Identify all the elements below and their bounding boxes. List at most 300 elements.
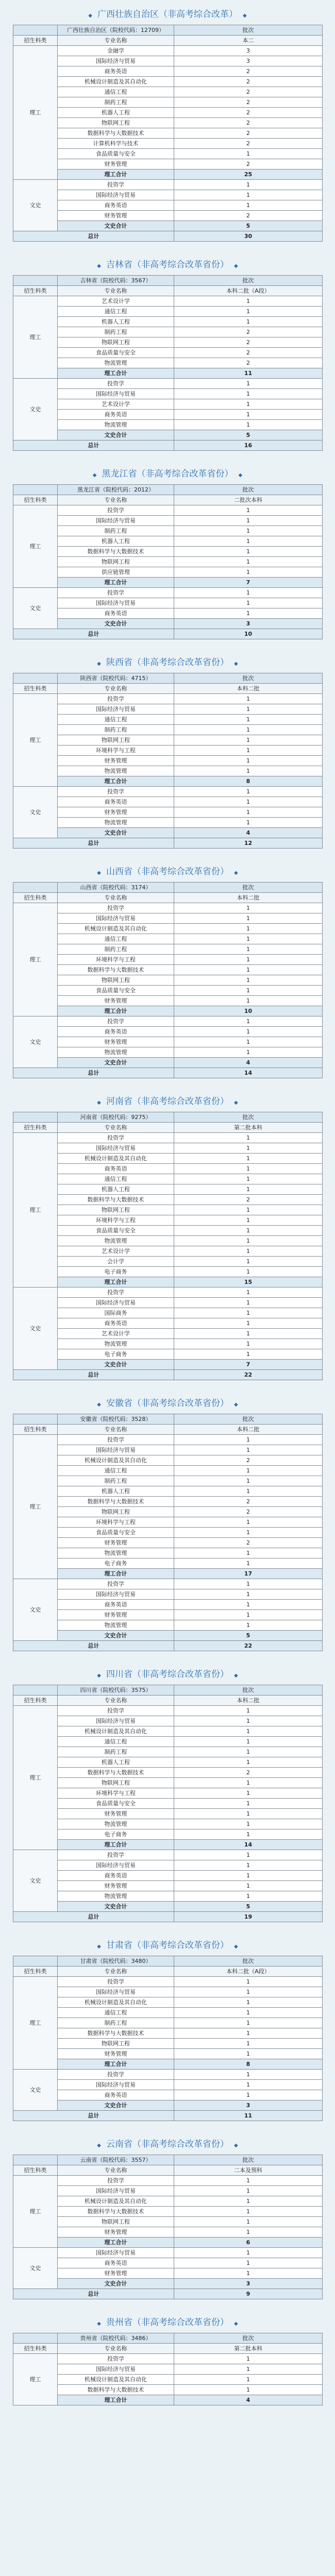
plan-count: 1 — [174, 379, 323, 389]
plan-count: 1 — [174, 317, 323, 327]
major-name: 物流管理 — [58, 1339, 174, 1349]
table-row — [13, 1528, 323, 1538]
plan-count: 1 — [174, 1329, 323, 1339]
plan-count: 1 — [174, 2176, 323, 2186]
table-row — [13, 2248, 323, 2258]
major-name: 国际经济与贸易 — [58, 598, 174, 608]
header-major: 专业名称 — [58, 1123, 174, 1133]
plan-count: 1 — [174, 1047, 323, 1058]
major-name: 数据科学与大数据技术 — [58, 2207, 174, 2217]
section-title — [13, 2134, 322, 2155]
section-title — [13, 255, 322, 275]
batch-value: 第二批本科 — [174, 1123, 323, 1133]
plan-count: 1 — [174, 200, 323, 211]
arts-subtotal-label: 文史合计 — [58, 1902, 174, 1912]
table-row — [13, 1298, 323, 1308]
batch-value: 二批次本科 — [174, 495, 323, 505]
header-row — [13, 36, 323, 46]
table-row — [13, 1778, 323, 1788]
table-row — [13, 2217, 323, 2227]
table-row — [13, 1329, 323, 1339]
plan-count: 1 — [174, 526, 323, 536]
major-name: 国际经济与贸易 — [58, 1860, 174, 1871]
plan-count: 1 — [174, 704, 323, 715]
major-name: 通信工程 — [58, 934, 174, 944]
major-name: 食品质量与安全 — [58, 1528, 174, 1538]
major-name: 环境科学与工程 — [58, 1215, 174, 1226]
table-row — [13, 118, 323, 128]
batch-value: 二本及预科 — [174, 2165, 323, 2176]
table-row — [13, 1548, 323, 1558]
plan-table — [13, 1112, 323, 1380]
plan-count: 2 — [174, 66, 323, 77]
major-name: 物联网工程 — [58, 557, 174, 567]
table-row — [13, 1788, 323, 1799]
major-name: 机器人工程 — [58, 1757, 174, 1768]
plan-count: 1 — [174, 389, 323, 399]
table-row — [13, 1267, 323, 1277]
major-name: 财务管理 — [58, 2049, 174, 2059]
province-row — [13, 2333, 323, 2344]
subtotal-row — [13, 578, 323, 588]
diamond-icon: ◆ — [97, 1944, 101, 1950]
plan-count: 2 — [174, 108, 323, 118]
table-row — [13, 1287, 323, 1298]
plan-count: 1 — [174, 1600, 323, 1610]
batch-label: 批次 — [174, 276, 323, 286]
batch-label: 批次 — [174, 883, 323, 893]
plan-count: 2 — [174, 1507, 323, 1517]
table-row — [13, 1610, 323, 1620]
major-name: 食品质量与安全 — [58, 1226, 174, 1236]
province-section — [13, 255, 322, 451]
subtotal-row — [13, 1569, 323, 1579]
table-row — [13, 547, 323, 557]
table-row — [13, 1987, 323, 1997]
plan-count: 1 — [174, 1267, 323, 1277]
plan-table — [13, 1685, 323, 1922]
major-name: 通信工程 — [58, 307, 174, 317]
arts-subtotal-label: 文史合计 — [58, 1058, 174, 1068]
batch-label: 批次 — [174, 25, 323, 36]
table-row — [13, 1435, 323, 1445]
plan-count: 1 — [174, 1809, 323, 1819]
plan-table — [13, 25, 323, 242]
table-row — [13, 56, 323, 66]
plan-count: 1 — [174, 399, 323, 410]
major-name: 商务英语 — [58, 608, 174, 619]
plan-count: 1 — [174, 1757, 323, 1768]
plan-count: 1 — [174, 756, 323, 766]
plan-count: 1 — [174, 1819, 323, 1829]
group-science: 理工 — [13, 2354, 58, 2405]
table-row — [13, 608, 323, 619]
table-row — [13, 200, 323, 211]
plan-count: 2 — [174, 1195, 323, 1205]
header-category: 招生科类 — [13, 2165, 58, 2176]
batch-value: 本科二批（A段） — [174, 286, 323, 296]
plan-count: 2 — [174, 327, 323, 337]
grand-total-label: 总计 — [13, 2289, 174, 2299]
major-name: 食品质量与安全 — [58, 348, 174, 358]
province-section — [13, 464, 322, 639]
table-row — [13, 526, 323, 536]
section-title — [13, 652, 322, 673]
grand-total-value: 22 — [174, 1370, 323, 1380]
plan-count: 1 — [174, 1016, 323, 1027]
plan-count: 1 — [174, 1205, 323, 1215]
section-title — [13, 4, 322, 25]
header-row — [13, 1123, 323, 1133]
table-row — [13, 1184, 323, 1195]
plan-count: 1 — [174, 410, 323, 420]
table-row — [13, 1850, 323, 1860]
table-row — [13, 2375, 323, 2385]
plan-count: 2 — [174, 1455, 323, 1466]
table-row — [13, 1205, 323, 1215]
group-science: 理工 — [13, 505, 58, 588]
subtotal-row — [13, 2100, 323, 2111]
plan-count: 1 — [174, 2268, 323, 2279]
province-row — [13, 883, 323, 893]
table-row — [13, 1246, 323, 1257]
major-name: 商务英语 — [58, 1600, 174, 1610]
plan-count: 1 — [174, 2090, 323, 2100]
major-name: 通信工程 — [58, 1174, 174, 1184]
header-major: 专业名称 — [58, 1696, 174, 1706]
province-name: 吉林省（院校代码：3567） — [58, 276, 174, 286]
table-row — [13, 536, 323, 547]
plan-count: 1 — [174, 2385, 323, 2395]
subtotal-row — [13, 2238, 323, 2248]
major-name: 艺术设计学 — [58, 1246, 174, 1257]
major-name: 投资学 — [58, 1016, 174, 1027]
group-arts: 文史 — [13, 1016, 58, 1068]
plan-count: 1 — [174, 1154, 323, 1164]
plan-table — [13, 882, 323, 1078]
plan-table — [13, 1414, 323, 1651]
province-blank — [13, 1112, 58, 1123]
major-name: 制药工程 — [58, 327, 174, 337]
plan-count: 1 — [174, 1318, 323, 1329]
major-name: 机械设计制造及其自动化 — [58, 77, 174, 87]
arts-subtotal-value: 3 — [174, 2279, 323, 2289]
science-subtotal-label: 理工合计 — [58, 1569, 174, 1579]
total-row — [13, 231, 323, 242]
table-row — [13, 807, 323, 818]
table-row — [13, 715, 323, 725]
table-row — [13, 588, 323, 598]
plan-count: 1 — [174, 818, 323, 828]
table-row — [13, 2364, 323, 2375]
major-name: 国际经济与贸易 — [58, 2080, 174, 2090]
plan-count: 2 — [174, 337, 323, 348]
plan-count: 1 — [174, 1246, 323, 1257]
major-name: 制药工程 — [58, 97, 174, 108]
plan-count: 1 — [174, 1445, 323, 1455]
table-row — [13, 128, 323, 139]
plan-count: 1 — [174, 1799, 323, 1809]
table-row — [13, 1589, 323, 1600]
header-row — [13, 1425, 323, 1435]
plan-count: 1 — [174, 1486, 323, 1497]
plan-count: 1 — [174, 787, 323, 797]
plan-count: 1 — [174, 2080, 323, 2090]
plan-count: 2 — [174, 77, 323, 87]
plan-count: 1 — [174, 2039, 323, 2049]
diamond-icon: ◆ — [234, 870, 238, 876]
header-major: 专业名称 — [58, 684, 174, 694]
plan-count: 1 — [174, 1027, 323, 1037]
major-name: 投资学 — [58, 588, 174, 598]
major-name: 财务管理 — [58, 2227, 174, 2238]
diamond-icon: ◆ — [97, 661, 101, 667]
subtotal-row — [13, 1277, 323, 1287]
batch-value: 第二批本科 — [174, 2344, 323, 2354]
plan-count: 1 — [174, 557, 323, 567]
table-row — [13, 2008, 323, 2018]
major-name: 国际经济与贸易 — [58, 1143, 174, 1154]
table-row — [13, 1600, 323, 1610]
grand-total-value: 14 — [174, 1068, 323, 1078]
plan-count: 1 — [174, 1987, 323, 1997]
table-row — [13, 180, 323, 190]
major-name: 会计学 — [58, 1257, 174, 1267]
table-row — [13, 1829, 323, 1840]
plan-count: 1 — [174, 1881, 323, 1891]
plan-count: 1 — [174, 934, 323, 944]
plan-count: 1 — [174, 608, 323, 619]
plan-count: 1 — [174, 1548, 323, 1558]
table-row — [13, 2176, 323, 2186]
plan-count: 1 — [174, 766, 323, 776]
section-title — [13, 861, 322, 882]
plan-count: 2 — [174, 1768, 323, 1778]
table-row — [13, 1164, 323, 1174]
table-row — [13, 2258, 323, 2268]
major-name: 艺术设计学 — [58, 296, 174, 307]
table-row — [13, 1620, 323, 1631]
group-science: 理工 — [13, 1706, 58, 1850]
major-name: 物流管理 — [58, 818, 174, 828]
table-row — [13, 2268, 323, 2279]
major-name: 物联网工程 — [58, 975, 174, 986]
subtotal-row — [13, 221, 323, 231]
plan-count: 1 — [174, 1349, 323, 1360]
plan-count: 1 — [174, 2008, 323, 2018]
header-category: 招生科类 — [13, 1123, 58, 1133]
batch-label: 批次 — [174, 1956, 323, 1967]
major-name: 物流管理 — [58, 1236, 174, 1246]
table-row — [13, 46, 323, 56]
table-row — [13, 2090, 323, 2100]
table-row — [13, 2227, 323, 2238]
plan-count: 1 — [174, 2258, 323, 2268]
major-name: 财务管理 — [58, 211, 174, 221]
table-row — [13, 2207, 323, 2217]
plan-count: 2 — [174, 1497, 323, 1507]
group-arts: 文史 — [13, 787, 58, 838]
plan-count: 1 — [174, 1558, 323, 1569]
major-name: 制药工程 — [58, 725, 174, 735]
table-row — [13, 149, 323, 159]
grand-total-label: 总计 — [13, 1068, 174, 1078]
major-name: 物流管理 — [58, 1047, 174, 1058]
plan-count: 2 — [174, 139, 323, 149]
group-arts: 文史 — [13, 588, 58, 629]
table-row — [13, 903, 323, 913]
plan-count: 1 — [174, 1164, 323, 1174]
table-row — [13, 797, 323, 807]
major-name: 环境科学与工程 — [58, 955, 174, 965]
plan-count: 1 — [174, 1829, 323, 1840]
major-name: 物流管理 — [58, 358, 174, 368]
table-row — [13, 2354, 323, 2364]
major-name: 机械设计制造及其自动化 — [58, 1726, 174, 1737]
header-category: 招生科类 — [13, 1425, 58, 1435]
table-row — [13, 1799, 323, 1809]
header-row — [13, 495, 323, 505]
group-arts: 文史 — [13, 1579, 58, 1641]
plan-count: 1 — [174, 2364, 323, 2375]
table-row — [13, 159, 323, 170]
plan-count: 1 — [174, 715, 323, 725]
table-row — [13, 190, 323, 200]
province-blank — [13, 2155, 58, 2165]
major-name: 商务英语 — [58, 1871, 174, 1881]
major-name: 财务管理 — [58, 756, 174, 766]
table-row — [13, 598, 323, 608]
major-name: 数据科学与大数据技术 — [58, 128, 174, 139]
province-section — [13, 2134, 322, 2299]
major-name: 食品质量与安全 — [58, 1799, 174, 1809]
plan-count: 1 — [174, 505, 323, 516]
major-name: 投资学 — [58, 1977, 174, 1987]
science-subtotal-label: 理工合计 — [58, 170, 174, 180]
plan-table — [13, 275, 323, 451]
grand-total-value: 9 — [174, 2289, 323, 2299]
science-subtotal-label: 理工合计 — [58, 2238, 174, 2248]
plan-count: 1 — [174, 2217, 323, 2227]
grand-total-value: 10 — [174, 629, 323, 639]
diamond-icon: ◆ — [234, 1944, 238, 1950]
province-blank — [13, 1685, 58, 1696]
grand-total-value: 12 — [174, 838, 323, 849]
plan-count: 1 — [174, 149, 323, 159]
table-row — [13, 2385, 323, 2395]
batch-label: 批次 — [174, 485, 323, 495]
plan-table — [13, 484, 323, 639]
table-row — [13, 1997, 323, 2008]
major-name: 国际经济与贸易 — [58, 1445, 174, 1455]
diamond-icon: ◆ — [238, 472, 243, 478]
plan-count: 1 — [174, 307, 323, 317]
major-name: 商务英语 — [58, 2258, 174, 2268]
plan-count: 1 — [174, 516, 323, 526]
group-science: 理工 — [13, 1977, 58, 2070]
major-name: 商务英语 — [58, 1027, 174, 1037]
table-row — [13, 1143, 323, 1154]
plan-count: 1 — [174, 547, 323, 557]
table-row — [13, 410, 323, 420]
diamond-icon: ◆ — [234, 661, 238, 667]
table-row — [13, 924, 323, 934]
grand-total-label: 总计 — [13, 1641, 174, 1651]
plan-count: 1 — [174, 296, 323, 307]
table-row — [13, 66, 323, 77]
table-row — [13, 745, 323, 756]
section-title — [13, 1935, 322, 1956]
science-subtotal-value: 17 — [174, 1569, 323, 1579]
major-name: 物流管理 — [58, 420, 174, 430]
major-name: 商务英语 — [58, 797, 174, 807]
plan-count: 2 — [174, 358, 323, 368]
major-name: 商务英语 — [58, 2090, 174, 2100]
science-subtotal-value: 11 — [174, 368, 323, 379]
province-blank — [13, 2333, 58, 2344]
major-name: 投资学 — [58, 1287, 174, 1298]
table-row — [13, 1339, 323, 1349]
table-row — [13, 735, 323, 745]
table-row — [13, 87, 323, 97]
table-row — [13, 1486, 323, 1497]
header-category: 招生科类 — [13, 893, 58, 903]
group-science: 理工 — [13, 903, 58, 1016]
major-name: 国际经济与贸易 — [58, 2364, 174, 2375]
plan-count: 1 — [174, 1174, 323, 1184]
diamond-icon: ◆ — [97, 870, 101, 876]
major-name: 投资学 — [58, 180, 174, 190]
province-row — [13, 2155, 323, 2165]
plan-count: 1 — [174, 1308, 323, 1318]
subtotal-row — [13, 1840, 323, 1850]
province-blank — [13, 883, 58, 893]
major-name: 物联网工程 — [58, 1778, 174, 1788]
plan-count: 2 — [174, 159, 323, 170]
grand-total-label: 总计 — [13, 2111, 174, 2121]
plan-count: 1 — [174, 190, 323, 200]
province-name: 山西省（院校代码：3174） — [58, 883, 174, 893]
plan-count: 1 — [174, 1226, 323, 1236]
table-row — [13, 756, 323, 766]
plan-count: 1 — [174, 420, 323, 430]
province-name: 贵州省（院校代码：3486） — [58, 2333, 174, 2344]
major-name: 财务管理 — [58, 1809, 174, 1819]
section-title — [13, 464, 322, 484]
header-category: 招生科类 — [13, 286, 58, 296]
major-name: 食品质量与安全 — [58, 149, 174, 159]
major-name: 投资学 — [58, 2354, 174, 2364]
header-major: 专业名称 — [58, 2344, 174, 2354]
batch-label: 批次 — [174, 673, 323, 684]
plan-count: 1 — [174, 1298, 323, 1308]
table-row — [13, 1174, 323, 1184]
table-row — [13, 567, 323, 578]
plan-count: 1 — [174, 2028, 323, 2039]
header-row — [13, 2344, 323, 2354]
major-name: 商务英语 — [58, 1164, 174, 1174]
major-name: 物联网工程 — [58, 337, 174, 348]
major-name: 环境科学与工程 — [58, 1788, 174, 1799]
total-row — [13, 2111, 323, 2121]
grand-total-label: 总计 — [13, 440, 174, 451]
subtotal-row — [13, 170, 323, 180]
major-name: 投资学 — [58, 787, 174, 797]
plan-count: 1 — [174, 1287, 323, 1298]
table-row — [13, 327, 323, 337]
section-title-text: 贵州省（非高考综合改革省份） — [106, 2317, 229, 2328]
table-row — [13, 2196, 323, 2207]
